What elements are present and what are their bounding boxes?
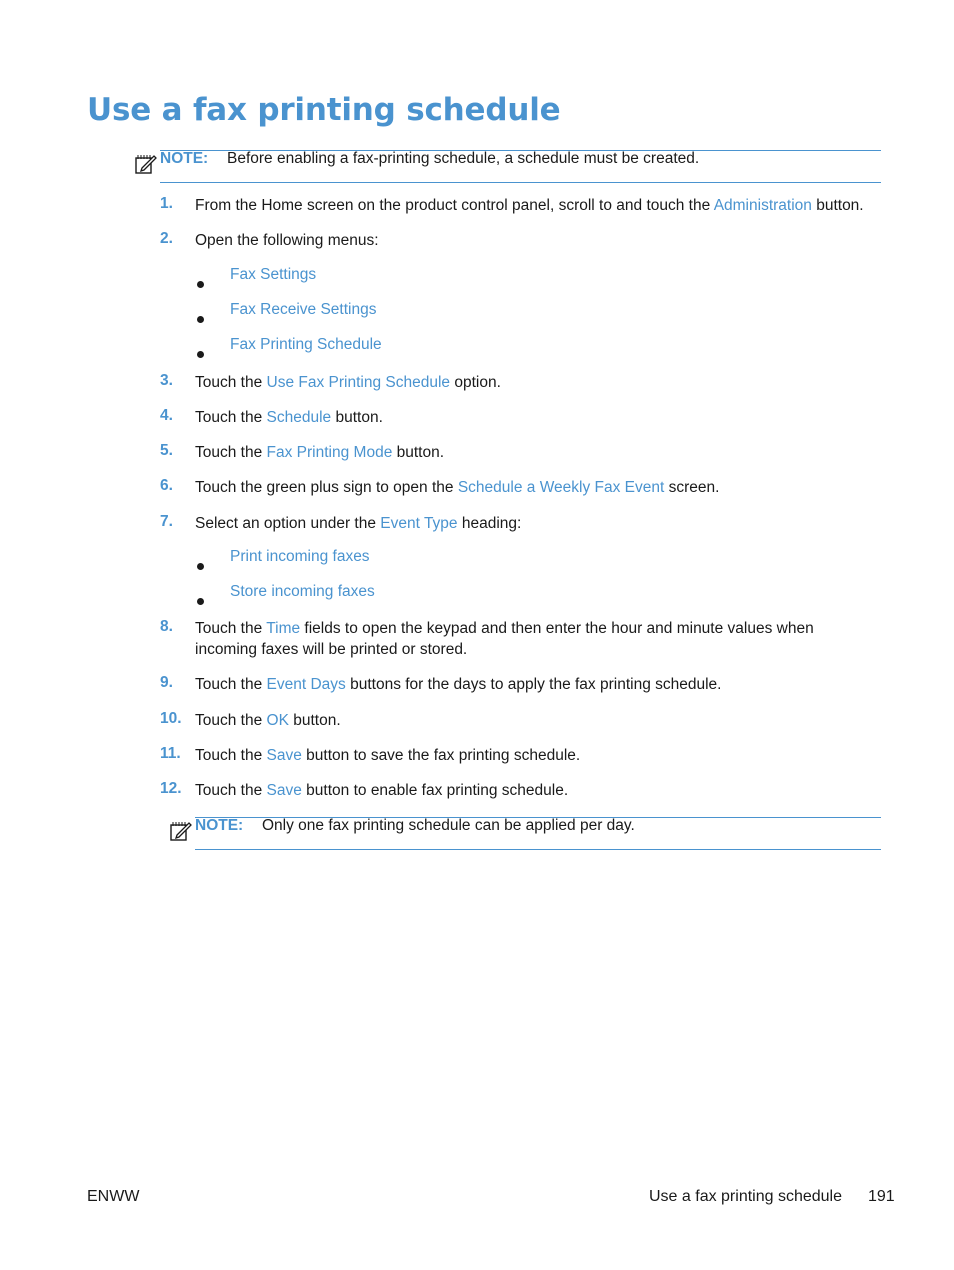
ui-term: Schedule a Weekly Fax Event [457,479,665,496]
step-text: Touch the Use Fax Printing Schedule option. [195,374,501,391]
step-text: Touch the OK button. [195,712,341,729]
ui-term: Save [266,747,302,764]
step-text: Touch the green plus sign to open the Schedule a Weekly Fax Event screen. [195,479,720,496]
step-text: Touch the Schedule button. [195,409,383,426]
note-label: NOTE: [195,817,244,834]
step-number: 1. [160,195,173,212]
step-text: Touch the Event Days buttons for the days to apply the fax printing schedule. [195,676,722,693]
ui-term: Event Type [380,515,458,532]
bullet [197,281,204,288]
step-text: Touch the Fax Printing Mode button. [195,444,445,461]
page-title: Use a fax printing schedule [87,92,561,128]
menu-item: Fax Printing Schedule [230,336,382,353]
step-number: 6. [160,477,173,494]
menu-item: Fax Settings [230,266,317,283]
note-text: Only one fax printing schedule can be applied per day. [262,817,635,834]
bullet [197,598,204,605]
step-number: 3. [160,372,173,389]
step-number: 8. [160,618,173,635]
ui-term: Use Fax Printing Schedule [266,374,451,391]
note-label: NOTE: [160,150,209,167]
ui-term: Save [266,782,302,799]
step-text: Select an option under the Event Type heading: [195,515,522,532]
step-number: 2. [160,230,173,247]
step-number: 4. [160,407,173,424]
note-box [195,817,881,850]
page-number: 191 [868,1188,895,1205]
note-icon [134,153,158,175]
bullet [197,351,204,358]
ui-term: Administration [713,197,812,214]
ui-term: Fax Printing Mode [266,444,393,461]
step-number: 7. [160,513,173,530]
step-text: Touch the Time fields to open the keypad and then enter the hour and minute values when incoming faxes will be printed or stored. [195,620,814,658]
bullet [197,563,204,570]
step-text: Touch the Save button to enable fax printing schedule. [195,782,569,799]
menu-item: Fax Receive Settings [230,301,377,318]
step-number: 5. [160,442,173,459]
step-text: From the Home screen on the product control panel, scroll to and touch the Administration button. [195,197,864,214]
bullet [197,316,204,323]
footer-section: Use a fax printing schedule [649,1188,842,1205]
event-type-option: Store incoming faxes [230,583,375,600]
step-number: 12. [160,780,182,797]
footer-left: ENWW [87,1188,140,1205]
ui-term: Time [266,620,301,637]
note-text: Before enabling a fax-printing schedule, a schedule must be created. [227,150,700,167]
step-text: Open the following menus: [195,232,379,249]
note-icon [169,820,193,842]
step-number: 9. [160,674,173,691]
step-text: Touch the Save button to save the fax printing schedule. [195,747,581,764]
ui-term: Event Days [266,676,346,693]
note-box [160,150,881,183]
ui-term: OK [266,712,289,729]
event-type-option: Print incoming faxes [230,548,370,565]
step-number: 10. [160,710,182,727]
ui-term: Schedule [266,409,332,426]
step-number: 11. [160,745,181,762]
